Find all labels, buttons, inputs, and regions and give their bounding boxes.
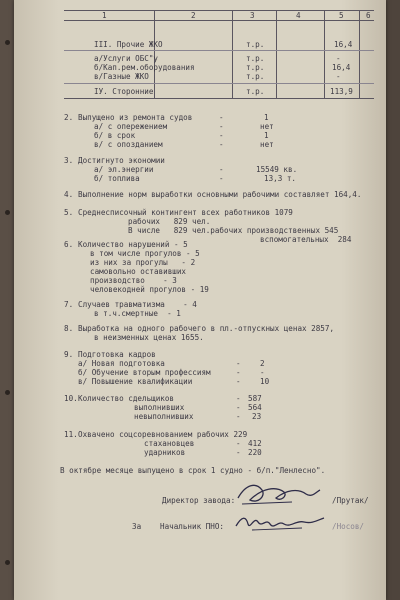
table-row-unit: т.р.: [246, 63, 265, 72]
item-title: Подготовка кадров: [78, 350, 156, 359]
item-row-label: выполнивших: [134, 403, 185, 412]
col-number: 5: [339, 11, 344, 20]
table-col-line: [359, 10, 360, 98]
item-line: рабочих 829 чел.: [128, 217, 211, 226]
item-row-label: б/ топлива: [94, 174, 140, 183]
table-row-label: а/Услуги ОБС"у: [94, 54, 159, 63]
director-signature: [232, 478, 322, 510]
pnz-signature: [232, 508, 328, 536]
pnz-prefix: За: [132, 522, 142, 531]
item-dash: -: [236, 439, 241, 448]
item-title: Среднесписочный контингент всех работников 1079: [78, 208, 293, 217]
closing-note: В октябре месяце выпущено в срок 1 судно - б/п."Ленлесно".: [60, 466, 326, 475]
item-dash: -: [219, 140, 224, 149]
item-value: 1: [264, 113, 269, 122]
item-row-value: нет: [260, 122, 274, 131]
col-number: 4: [296, 11, 301, 20]
pnz-label: Начальник ПНО:: [160, 522, 225, 531]
item-row-label: в/ Повышение квалификации: [78, 377, 193, 386]
item-title: Количество нарушений - 5: [78, 240, 188, 249]
item-dash: -: [236, 448, 241, 457]
punch-hole: [5, 40, 10, 45]
table-row-unit: т.р.: [246, 40, 265, 49]
item-number: 4.: [64, 190, 74, 199]
table-rule: [64, 10, 374, 11]
director-name: /Прутак/: [332, 496, 369, 505]
item-line: В числе 829 чел.рабочих производственных 545: [128, 226, 339, 235]
document-page: [14, 0, 386, 600]
punch-hole: [5, 560, 10, 565]
item-line: в том числе прогулов - 5: [90, 249, 200, 258]
table-row-value: 16,4: [334, 40, 353, 49]
col-number: 2: [191, 11, 196, 20]
punch-hole: [5, 390, 10, 395]
item-row-value: 2: [260, 359, 265, 368]
table-rule: [64, 83, 374, 84]
item-row-value: 1: [264, 131, 269, 140]
item-value: 587: [248, 394, 262, 403]
col-number: 3: [250, 11, 255, 20]
item-title: Случаев травматизма - 4: [78, 300, 197, 309]
item-line: самовольно оставивших: [90, 267, 187, 276]
item-dash: -: [236, 359, 241, 368]
table-col-line: [276, 10, 277, 98]
item-row-value: 564: [248, 403, 262, 412]
table-row-label: III. Прочие ЖКО: [94, 40, 163, 49]
item-row-value: 10: [260, 377, 270, 386]
item-row-value: 220: [248, 448, 262, 457]
item-row-value: 13,3 т.: [264, 174, 297, 183]
table-row-value: 113,9: [330, 87, 353, 96]
item-row-value: -: [260, 368, 265, 377]
item-number: 5.: [64, 208, 74, 217]
col-number: 6: [366, 11, 371, 20]
table-row-label: б/Кап.рем.оборудования: [94, 63, 195, 72]
item-line: в т.ч.смертные - 1: [94, 309, 181, 318]
item-row-label: б/ в срок: [94, 131, 136, 140]
item-dash: -: [236, 377, 241, 386]
table-col-line: [324, 10, 325, 98]
item-title: Охвачено соцсоревнованием рабочих 229: [78, 430, 248, 439]
item-number: 2.: [64, 113, 74, 122]
item-line: из них за прогулы - 2: [90, 258, 196, 267]
table-row-label: в/Газные ЖКО: [94, 72, 149, 81]
table-row-unit: т.р.: [246, 72, 265, 81]
item-dash: -: [219, 113, 224, 122]
item-number: 10.: [64, 394, 78, 403]
item-row-label: а/ Новая подготовка: [78, 359, 165, 368]
table-col-line: [232, 10, 233, 98]
item-row-label: а/ эл.энергии: [94, 165, 154, 174]
director-label: Директор завода:: [162, 496, 236, 505]
table-rule: [64, 50, 374, 51]
table-row-value: -: [336, 54, 341, 63]
item-title: Достигнуто экономии: [78, 156, 165, 165]
binding-edge-left: [0, 0, 14, 600]
pnz-name: /Носов/: [332, 522, 365, 531]
item-line: человекодней прогулов - 19: [90, 285, 209, 294]
item-dash: -: [236, 403, 241, 412]
item-dash: -: [219, 122, 224, 131]
item-row-value: нет: [260, 140, 274, 149]
item-number: 9.: [64, 350, 74, 359]
item-title: Количество сдельщиков: [78, 394, 175, 403]
item-row-value: 23: [252, 412, 262, 421]
item-row-label: а/ с опережением: [94, 122, 168, 131]
item-dash: -: [236, 394, 241, 403]
item-row-label: ударников: [144, 448, 186, 457]
punch-hole: [5, 210, 10, 215]
item-number: 3.: [64, 156, 74, 165]
item-title: Выработка на одного рабочего в пл.-отпускных ценах 2857,: [78, 324, 335, 333]
table-row-unit: т.р.: [246, 87, 265, 96]
item-dash: -: [219, 131, 224, 140]
item-row-value: 15549 кв.: [256, 165, 298, 174]
item-number: 11.: [64, 430, 78, 439]
item-row-label: стахановцев: [144, 439, 195, 448]
item-title: Выпущено из ремонта судов: [78, 113, 193, 122]
item-dash: -: [219, 174, 224, 183]
table-rule: [64, 20, 374, 21]
item-number: 6.: [64, 240, 74, 249]
table-rule: [64, 98, 374, 99]
binding-edge-right: [386, 0, 400, 600]
item-title: Выполнение норм выработки основными рабочими составляет 164,4.: [78, 190, 362, 199]
table-row-value: 16,4: [332, 63, 351, 72]
item-line: производство - 3: [90, 276, 177, 285]
table-row-label: IУ. Сторонние: [94, 87, 154, 96]
item-row-label: невыполнивших: [134, 412, 194, 421]
item-dash: -: [219, 165, 224, 174]
item-number: 8.: [64, 324, 74, 333]
item-dash: -: [236, 368, 241, 377]
item-dash: -: [236, 412, 241, 421]
item-row-label: в/ с опозданием: [94, 140, 163, 149]
col-number: 1: [102, 11, 107, 20]
item-row-value: 412: [248, 439, 262, 448]
table-row-value: -: [336, 72, 341, 81]
item-row-label: б/ Обучение вторым профессиям: [78, 368, 211, 377]
table-row-unit: т.р.: [246, 54, 265, 63]
item-number: 7.: [64, 300, 74, 309]
item-line: вспомогательных 284: [260, 235, 352, 244]
item-line: в неизменных ценах 1655.: [94, 333, 204, 342]
